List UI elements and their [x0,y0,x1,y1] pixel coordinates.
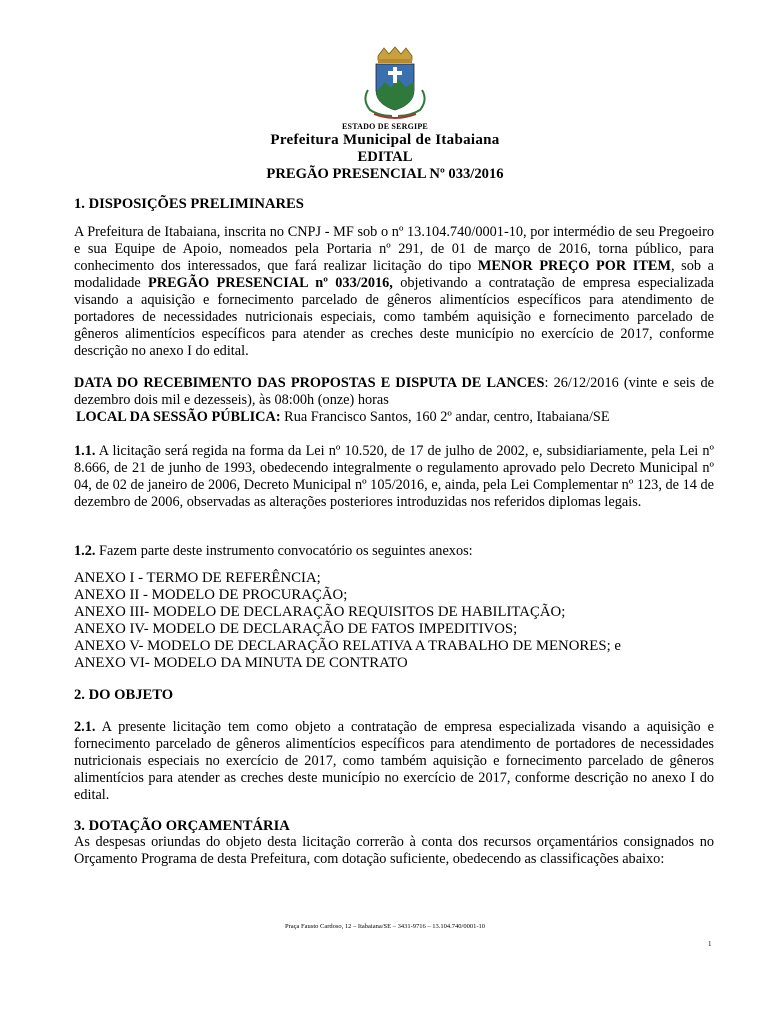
annex-item: ANEXO IV- MODELO DE DECLARAÇÃO DE FATOS IMPEDITIVOS; [74,621,518,637]
item-1-1-number: 1.1. [74,443,96,459]
section1-heading: 1. DISPOSIÇÕES PRELIMINARES [74,196,304,212]
item-1-2-text: Fazem parte deste instrumento convocatório os seguintes anexos: [95,543,473,559]
p1-type: MENOR PREÇO POR ITEM [477,258,671,274]
section3-paragraph: As despesas oriundas do objeto desta licitação correrão à conta dos recursos orçamentários consignados no Orçamento Programa de desta Prefeitura, com dotação suficiente, obedecendo as classificações abaixo: [74,834,714,867]
footer-address: Praça Fausto Cardoso, 12 – Itabaiana/SE – 3431-9716 – 13.104.740/0001-10 [284,923,486,930]
item-1-1-text: A licitação será regida na forma da Lei nº 10.520, de 17 de julho de 2002, e, subsidiariamente, pela Lei nº 8.666, de 21 de junho de 1993, obedecendo integralmente o regulamento aprovado pelo Decreto Municipal nº 04, de 02 de janeiro de 2006, Decreto Municipal nº 105/2016, e, ainda, pela Lei Complementar nº 123, de 14 de dezembro de 2006, observadas as alterações posteriores introduzidas nos referidos diplomas legais. [74,443,714,510]
item-1-1-paragraph [74,443,714,511]
section2-heading: 2. DO OBJETO [74,687,174,703]
coat-of-arms-icon [356,46,434,122]
page-number: 1 [708,940,712,948]
edital-title: EDITAL [357,149,413,165]
annex-item: ANEXO I - TERMO DE REFERÊNCIA; [74,570,321,586]
annex-item: ANEXO V- MODELO DE DECLARAÇÃO RELATIVA A TRABALHO DE MENORES; e [74,638,621,654]
proposal-date-label: DATA DO RECEBIMENTO DAS PROPOSTAS E DISPUTA DE LANCES [74,375,545,391]
session-location-value: Rua Francisco Santos, 160 2º andar, centro, Itabaiana/SE [280,409,610,425]
session-location-label: LOCAL DA SESSÃO PÚBLICA: [76,409,281,425]
annex-item: ANEXO III- MODELO DE DECLARAÇÃO REQUISITOS DE HABILITAÇÃO; [74,604,566,620]
state-label: ESTADO DE SERGIPE [342,122,428,131]
p1-text-c: , sob a modalidade [74,258,715,291]
section3-heading: 3. DOTAÇÃO ORÇAMENTÁRIA [74,818,290,834]
annex-item: ANEXO VI- MODELO DA MINUTA DE CONTRATO [74,655,408,671]
proposal-date-value: : 26/12/2016 (vinte e seis de dezembro dois mil e dezesseis), às 08:00h (onze) horas [74,375,714,408]
item-2-1-text: A presente licitação tem como objeto a contratação de empresa especializada visando a aquisição e fornecimento parcelado de gêneros alimentícios específicos para atendimento de portadores de necessidades nutricionais especiais no exercício de 2017, como também aquisição e fornecimento parcelado de gêneros alimentícios para atender as creches deste município no exercício de 2017, conforme descrição no anexo I do edital. [74,719,714,803]
city-hall-title: Prefeitura Municipal de Itabaiana [270,132,500,148]
p1-text-e: objetivando a contratação de empresa especializada visando a aquisição e fornecimento parcelado de gêneros alimentícios específicos para atendimento de portadores de necessidades nutricionais especiais, como também aquisição e fornecimento parcelado de gêneros alimentícios específicos para atender as creches deste município no exercício de 2017, conforme descrição no anexo I do edital. [74,275,714,359]
item-1-2-number: 1.2. [74,543,96,559]
annex-list [74,570,714,672]
item-1-2-paragraph [74,543,714,560]
session-location-paragraph [76,409,716,426]
p1-text-a: A Prefeitura de Itabaiana, inscrita no CNPJ - MF sob o nº 13.104.740/0001-10, por intermédio de seu Pregoeiro e sua Equipe de Apoio, nomeados pela Portaria nº 291, de 01 de março de 2016, torna público, para conhecimento dos interessados, que fará realizar licitação do tipo [74,224,714,274]
proposal-date-paragraph [74,375,714,409]
p1-modality: PREGÃO PRESENCIAL nº 033/2016, [148,275,393,291]
section1-paragraph [74,224,714,360]
item-2-1-number: 2.1. [74,719,96,735]
pregao-title: PREGÃO PRESENCIAL Nº 033/2016 [266,166,504,182]
item-2-1-paragraph [74,719,714,804]
annex-item: ANEXO II - MODELO DE PROCURAÇÃO; [74,587,348,603]
